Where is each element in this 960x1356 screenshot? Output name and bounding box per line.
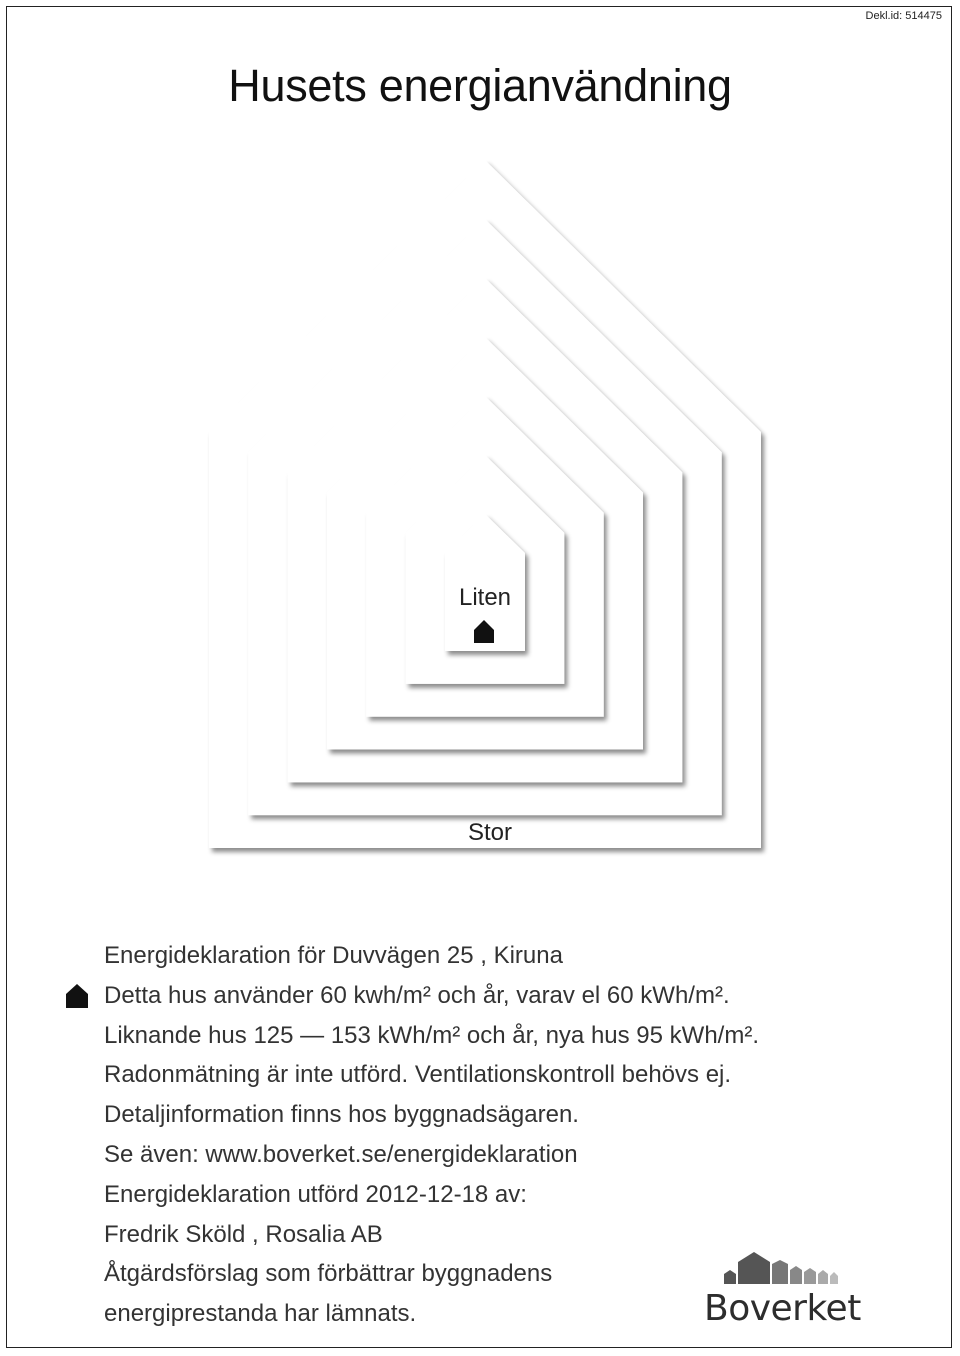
boverket-logo-text: Boverket: [704, 1288, 861, 1329]
scale-label-large: Stor: [467, 819, 513, 846]
info-line-radon: Radonmätning är inte utförd. Ventilationskontroll behövs ej.: [104, 1061, 732, 1089]
info-line-date: Energideklaration utförd 2012-12-18 av:: [104, 1180, 527, 1208]
house-icon: [66, 984, 88, 1008]
info-line-inspector: Fredrik Sköld , Rosalia AB: [104, 1220, 383, 1248]
info-line-measures-1: Åtgärdsförslag som förbättrar byggnadens: [104, 1260, 553, 1288]
info-line-address: Energideklaration för Duvvägen 25 , Kiruna: [104, 942, 563, 969]
page-title: Husets energianvändning: [228, 60, 732, 111]
info-line-details: Detaljinformation finns hos byggnadsägaren.: [104, 1101, 579, 1129]
declaration-id: Dekl.id: 514475: [865, 10, 942, 22]
info-line-comparison: Liknande hus 125 — 153 kWh/m² och år, nya hus 95 kWh/m².: [104, 1021, 759, 1049]
info-line-website[interactable]: Se även: www.boverket.se/energideklaration: [104, 1140, 578, 1168]
info-line-measures-2: energiprestanda har lämnats.: [104, 1300, 417, 1328]
info-line-usage: Detta hus använder 60 kwh/m² och år, varav el 60 kWh/m².: [104, 981, 730, 1009]
scale-label-small: Liten: [458, 584, 512, 611]
